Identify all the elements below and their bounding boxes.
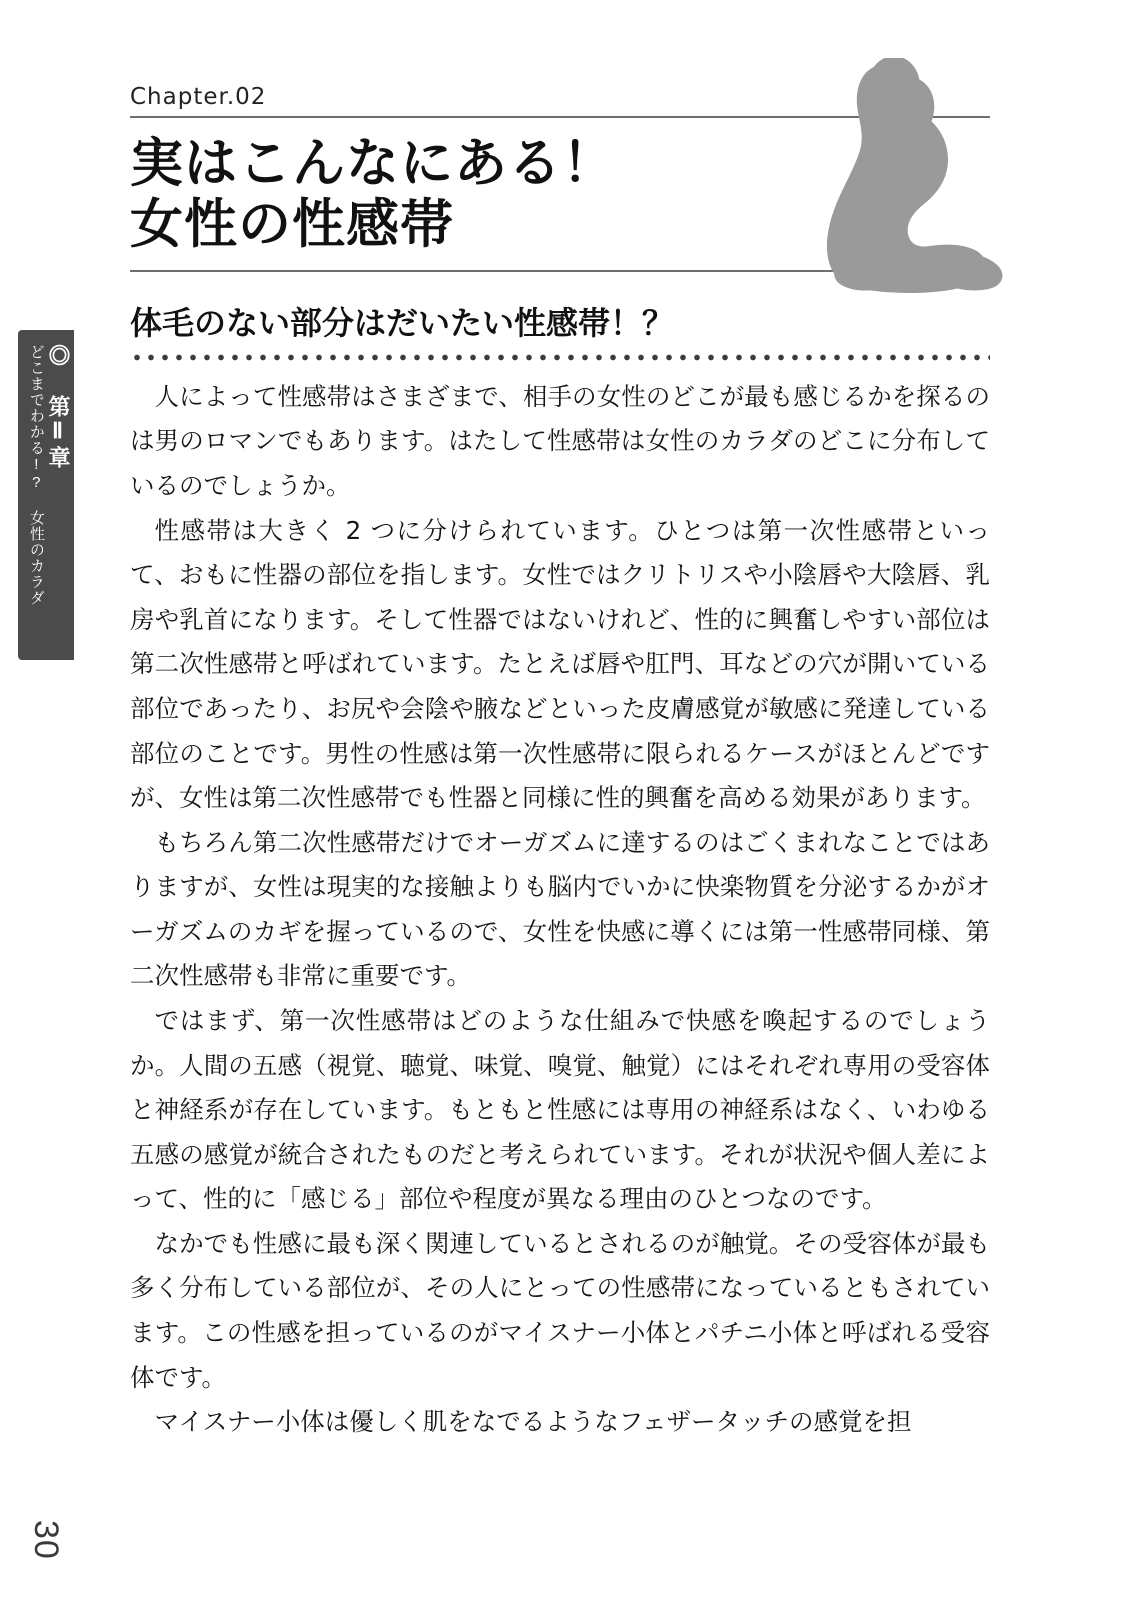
page-title-line2: 女性の性感帯: [130, 193, 454, 255]
section-dotted-divider: [130, 354, 990, 361]
page-content: [130, 84, 990, 1445]
page-title: [130, 134, 990, 256]
side-tab-chapter-label: ◎ 第Ⅱ章: [46, 344, 71, 470]
paragraph: もちろん第二次性感帯だけでオーガズムに達するのはごくまれなことではありますが、女性は現実的な接触よりも脳内でいかに快楽物質を分泌するかがオーガズムのカギを握っているので、女性を快感に導くには第一性感帯同様、第二次性感帯も非常に重要です。: [130, 827, 990, 991]
title-rule-bottom: [130, 270, 990, 272]
body-text: [130, 375, 990, 1445]
paragraph: 人によって性感帯はさまざまで、相手の女性のどこが最も感じるかを探るのは男のロマンでもあります。はたして性感帯は女性のカラダのどこに分布しているのでしょうか。: [130, 381, 990, 501]
chapter-label: Chapter.02: [130, 84, 267, 110]
paragraph: 性感帯は大きく 2 つに分けられています。ひとつは第一次性感帯といって、おもに性器の部位を指します。女性ではクリトリスや小陰唇や大陰唇、乳房や乳首になります。そして性器ではないけれど、性的に興奮しやすい部位は第二次性感帯と呼ばれています。たとえば唇や肛門、耳などの穴が開いている部位であったり、お尻や会陰や腋などといった皮膚感覚が敏感に発達している部位のことです。男性の性感は第一次性感帯に限られるケースがほとんどですが、女性は第二次性感帯でも性器と同様に性的興奮を高める効果があります。: [130, 515, 990, 813]
paragraph: マイスナー小体は優しく肌をなでるようなフェザータッチの感覚を担: [154, 1407, 912, 1437]
section-heading: 体毛のない部分はだいたい性感帯！？: [130, 303, 675, 342]
title-block: [130, 118, 990, 270]
page-number: 30: [27, 1520, 65, 1560]
chapter-side-tab: [18, 330, 74, 660]
page-title-line1: 実はこんなにある！: [130, 133, 616, 194]
side-tab-chapter-description: どこまでわかる!? 女性のカラダ: [27, 344, 45, 606]
paragraph: ではまず、第一次性感帯はどのような仕組みで快感を喚起するのでしょうか。人間の五感（視覚、聴覚、味覚、嗅覚、触覚）にはそれぞれ専用の受容体と神経系が存在しています。もともと性感には専用の神経系はなく、いわゆる五感の感覚が統合されたものだと考えられています。それが状況や個人差によって、性的に「感じる」部位や程度が異なる理由のひとつなのです。: [130, 1005, 990, 1214]
paragraph: なかでも性感に最も深く関連しているとされるのが触覚。その受容体が最も多く分布している部位が、その人にとっての性感帯になっているともされています。この性感を担っているのがマイスナー小体とパチニ小体と呼ばれる受容体です。: [130, 1228, 990, 1392]
